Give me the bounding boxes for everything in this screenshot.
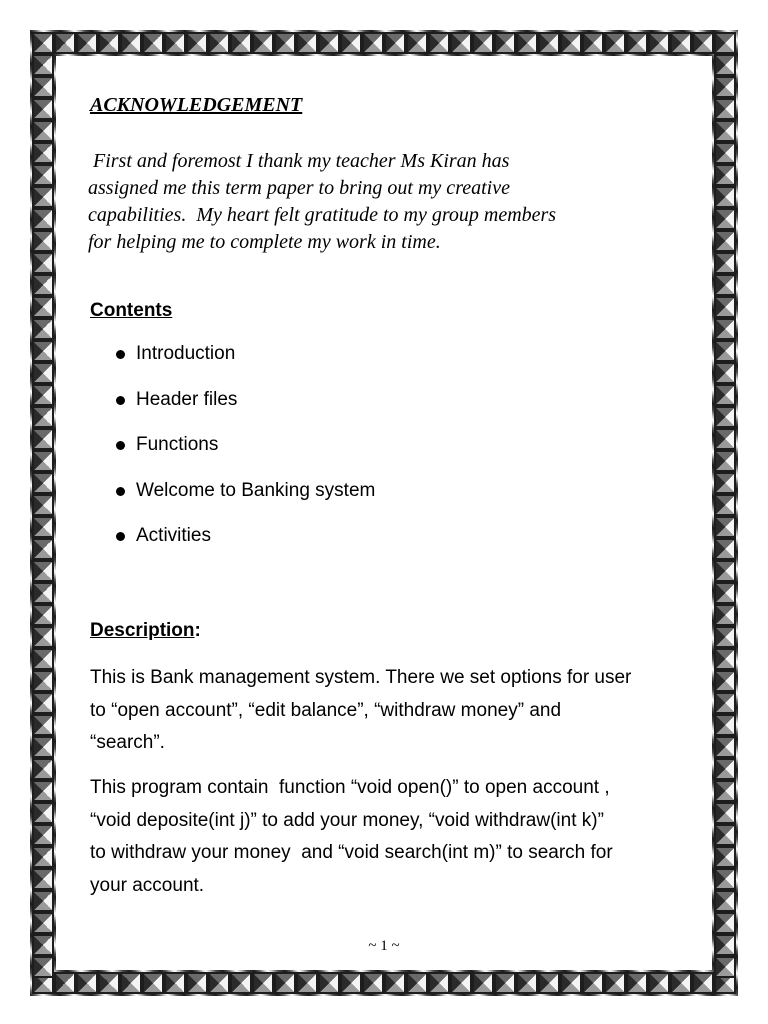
border-stud [714, 758, 736, 780]
border-stud [714, 846, 736, 868]
border-stud [472, 972, 494, 994]
border-stud [714, 868, 736, 890]
description-paragraph-1: This is Bank management system. There we set options for user to “open account”, “edit balance”, “withdraw money” and “search”. [90, 667, 632, 753]
border-stud [76, 972, 98, 994]
page-number: ~ 1 ~ [368, 938, 400, 954]
border-stud [32, 428, 54, 450]
border-stud [428, 32, 450, 54]
ack-line: for helping me to complete my work in time. [88, 231, 441, 253]
border-stud [32, 98, 54, 120]
border-stud [670, 32, 692, 54]
border-stud [32, 32, 54, 54]
acknowledgement-title: ACKNOWLEDGEMENT [90, 94, 303, 116]
border-stud [32, 802, 54, 824]
border-stud [32, 846, 54, 868]
border-stud [164, 972, 186, 994]
border-stud [714, 362, 736, 384]
border-stud [714, 164, 736, 186]
border-stud [32, 516, 54, 538]
border-stud [516, 32, 538, 54]
border-stud [274, 32, 296, 54]
border-stud [450, 32, 472, 54]
border-stud [32, 934, 54, 956]
border-stud [164, 32, 186, 54]
border-stud [494, 972, 516, 994]
border-stud [32, 208, 54, 230]
border-stud [98, 32, 120, 54]
border-stud [714, 934, 736, 956]
border-stud [32, 362, 54, 384]
border-stud [32, 164, 54, 186]
border-stud [32, 472, 54, 494]
border-stud [714, 538, 736, 560]
list-item: Welcome to Banking system [112, 479, 375, 525]
border-stud [450, 972, 472, 994]
border-stud [32, 494, 54, 516]
border-stud [120, 972, 142, 994]
border-stud [604, 972, 626, 994]
border-stud [32, 252, 54, 274]
border-stud [296, 972, 318, 994]
border-stud [538, 972, 560, 994]
border-stud [714, 252, 736, 274]
contents-list [112, 342, 375, 570]
border-stud [714, 450, 736, 472]
border-stud [318, 32, 340, 54]
ack-line: assigned me this term paper to bring out my creative [88, 177, 510, 199]
list-item: Header files [112, 388, 375, 434]
border-stud [714, 648, 736, 670]
border-stud [76, 32, 98, 54]
border-stud [384, 32, 406, 54]
border-stud [560, 972, 582, 994]
border-stud [714, 384, 736, 406]
border-stud [340, 972, 362, 994]
border-stud [648, 32, 670, 54]
border-stud [714, 120, 736, 142]
border-stud [714, 318, 736, 340]
border-stud [714, 230, 736, 252]
border-stud [142, 972, 164, 994]
border-stud [538, 32, 560, 54]
border-stud [142, 32, 164, 54]
border-stud [230, 972, 252, 994]
border-stud [32, 54, 54, 76]
border-stud [714, 956, 736, 978]
border-stud [32, 120, 54, 142]
border-stud [120, 32, 142, 54]
border-stud [714, 802, 736, 824]
border-stud [714, 736, 736, 758]
border-stud [32, 274, 54, 296]
list-item: Functions [112, 433, 375, 479]
border-stud [54, 32, 76, 54]
border-stud [32, 912, 54, 934]
border-stud [32, 76, 54, 98]
border-stud [32, 670, 54, 692]
contents-heading: Contents [90, 300, 173, 321]
border-stud [32, 604, 54, 626]
border-stud [406, 32, 428, 54]
border-stud [714, 472, 736, 494]
border-stud [32, 296, 54, 318]
border-stud [54, 972, 76, 994]
border-stud [714, 296, 736, 318]
border-stud [32, 582, 54, 604]
border-stud [32, 692, 54, 714]
border-stud [714, 670, 736, 692]
border-stud [670, 972, 692, 994]
description-paragraph-2: This program contain function “void open()” to open account , “void deposite(int j)” to add your money, “void withdraw(int k)” to withdraw your money and “void search(int m)” to search for your account. [90, 777, 613, 896]
border-stud [714, 714, 736, 736]
border-stud [714, 780, 736, 802]
border-stud [406, 972, 428, 994]
border-stud [582, 32, 604, 54]
border-stud [230, 32, 252, 54]
border-stud [714, 208, 736, 230]
border-stud [472, 32, 494, 54]
border-stud [208, 32, 230, 54]
border-stud [274, 972, 296, 994]
border-stud [516, 972, 538, 994]
acknowledgement-text [88, 148, 648, 256]
border-stud [494, 32, 516, 54]
ack-line: First and foremost I thank my teacher Ms Kiran has [88, 150, 510, 172]
border-stud [714, 54, 736, 76]
border-stud [32, 626, 54, 648]
border-stud [714, 604, 736, 626]
border-stud [252, 972, 274, 994]
list-item: Activities [112, 524, 375, 570]
border-stud [32, 780, 54, 802]
border-stud [714, 274, 736, 296]
border-stud [32, 186, 54, 208]
border-stud [582, 972, 604, 994]
border-stud [714, 890, 736, 912]
border-stud [32, 956, 54, 978]
border-stud [714, 626, 736, 648]
border-stud [362, 32, 384, 54]
border-stud [714, 32, 736, 54]
border-stud [32, 340, 54, 362]
border-stud [362, 972, 384, 994]
border-stud [384, 972, 406, 994]
border-stud [32, 450, 54, 472]
border-stud [692, 972, 714, 994]
border-stud [714, 340, 736, 362]
list-item: Introduction [112, 342, 375, 388]
border-stud [626, 32, 648, 54]
border-stud [32, 318, 54, 340]
border-stud [32, 142, 54, 164]
document-page [56, 56, 712, 970]
border-stud [32, 758, 54, 780]
border-stud [428, 972, 450, 994]
border-stud [32, 230, 54, 252]
border-stud [714, 560, 736, 582]
border-stud [714, 912, 736, 934]
border-stud [318, 972, 340, 994]
border-stud [714, 98, 736, 120]
border-stud [252, 32, 274, 54]
border-stud [32, 736, 54, 758]
border-stud [648, 972, 670, 994]
border-stud [98, 972, 120, 994]
border-stud [32, 890, 54, 912]
border-stud [32, 560, 54, 582]
border-stud [714, 692, 736, 714]
border-stud [32, 384, 54, 406]
ack-line: capabilities. My heart felt gratitude to my group members [88, 204, 557, 226]
border-stud [340, 32, 362, 54]
border-stud [714, 76, 736, 98]
border-stud [692, 32, 714, 54]
border-stud [32, 406, 54, 428]
border-stud [714, 582, 736, 604]
border-stud [714, 142, 736, 164]
border-stud [604, 32, 626, 54]
border-stud [714, 428, 736, 450]
border-stud [714, 516, 736, 538]
border-stud [714, 824, 736, 846]
border-stud [208, 972, 230, 994]
border-stud [714, 186, 736, 208]
border-stud [32, 868, 54, 890]
border-stud [186, 32, 208, 54]
border-stud [560, 32, 582, 54]
border-stud [32, 648, 54, 670]
border-stud [714, 406, 736, 428]
border-stud [186, 972, 208, 994]
border-stud [626, 972, 648, 994]
border-stud [32, 824, 54, 846]
description-heading: Description: [90, 620, 201, 641]
border-stud [714, 494, 736, 516]
border-stud [32, 538, 54, 560]
border-stud [296, 32, 318, 54]
border-stud [32, 714, 54, 736]
